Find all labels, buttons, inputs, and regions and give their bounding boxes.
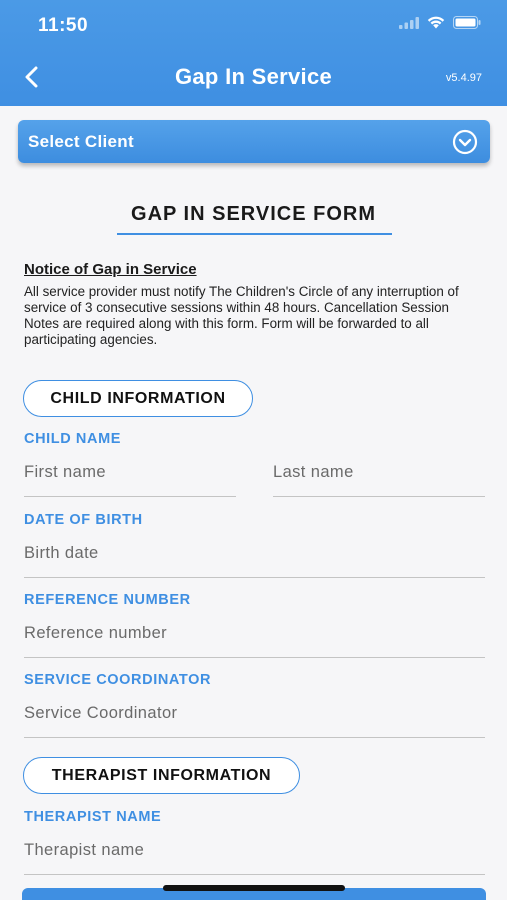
date-of-birth-label: DATE OF BIRTH — [24, 512, 143, 528]
notice-heading: Notice of Gap in Service — [24, 261, 197, 278]
reference-number-input[interactable] — [24, 624, 485, 658]
child-name-label: CHILD NAME — [24, 431, 122, 447]
child-information-section-pill: CHILD INFORMATION — [23, 380, 253, 417]
home-indicator — [163, 885, 345, 891]
notice-body: All service provider must notify The Children's Circle of any interruption of service of 3 consecutive sessions within 48 hours. Cancellation Session Notes are required along with this form. Form will be forwarded to all participating agencies. — [24, 284, 459, 347]
wifi-icon — [427, 16, 445, 34]
page-title: Gap In Service — [174, 64, 333, 89]
signal-icon — [399, 16, 419, 34]
service-coordinator-label: SERVICE COORDINATOR — [24, 672, 212, 688]
select-client-label: Select Client — [28, 131, 134, 151]
last-name-input[interactable] — [273, 463, 485, 497]
first-name-input[interactable] — [24, 463, 236, 497]
service-coordinator-input[interactable] — [24, 704, 485, 738]
reference-number-label: REFERENCE NUMBER — [24, 592, 191, 608]
therapist-name-input[interactable] — [24, 841, 485, 875]
birth-date-input[interactable] — [24, 544, 485, 578]
status-icons — [399, 16, 481, 34]
battery-icon — [453, 16, 481, 34]
version-label: v5.4.97 — [445, 72, 482, 84]
form-title-underline — [117, 233, 392, 235]
status-time: 11:50 — [38, 15, 89, 36]
therapist-information-section-pill: THERAPIST INFORMATION — [23, 757, 300, 794]
select-client-dropdown[interactable] — [18, 120, 490, 163]
form-title: GAP IN SERVICE FORM — [131, 203, 376, 225]
app-header — [0, 0, 507, 106]
therapist-name-label: THERAPIST NAME — [24, 809, 162, 825]
chevron-down-circle-icon — [452, 129, 478, 155]
